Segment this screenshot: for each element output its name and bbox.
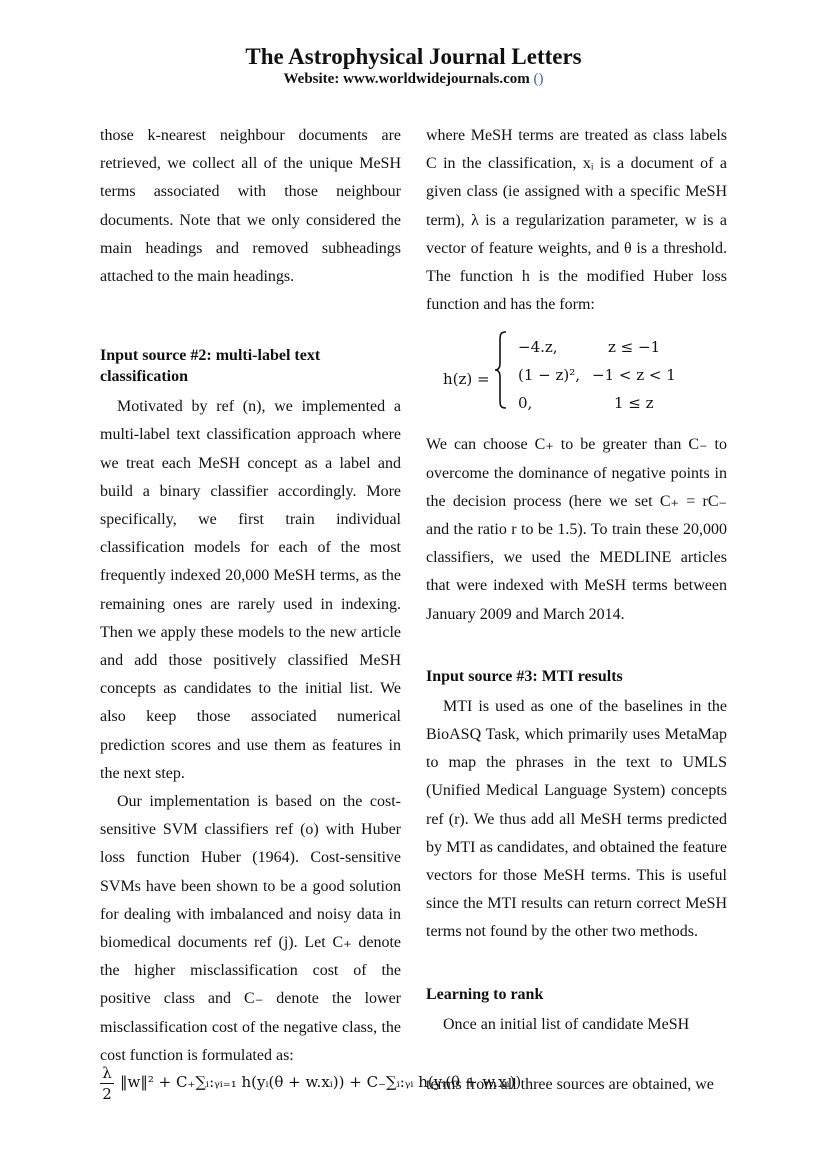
website-label: Website: www.worldwidejournals.com xyxy=(283,71,530,87)
lambda-fraction xyxy=(100,1064,114,1103)
fraction-denominator: 2 xyxy=(102,1085,112,1103)
left-paragraph-1: those k-nearest neighbour documents are retrieved, we collect all of the unique MeSH terms associated with those neighbour documents. Note that we only considered the main headings and removed subheadings attached to the main headings. xyxy=(100,127,401,286)
left-paragraph-2: Motivated by ref (n), we implemented a multi-label text classification approach where we treat each MeSH concept as a label and build a binary classifier accordingly. More specifically, we first train individual classification models for each of the most frequently indexed 20,000 MeSH terms, as the remaining ones are rarely used in indexing. Then we apply these models to the new article and add those positively classified MeSH concepts as candidates to the initial list. We also keep those associated numerical prediction scores and use them as features in the next step. xyxy=(100,398,401,782)
equation-lhs: h(z) = xyxy=(443,370,490,389)
website-link[interactable]: () xyxy=(533,71,544,87)
left-paragraph-3: Our implementation is based on the cost-sensitive SVM classifiers ref (o) with Huber loss function Huber (1964). Cost-sensitive SVMs have been shown to be a good solution for dealing with imbalanced and noisy data in biomedical documents ref (j). Let C₊ denote the higher misclassification cost of the positive class and C₋ denote the lower misclassification cost of the negative class, the cost function is formulated as: xyxy=(100,793,401,1064)
fraction-numerator: λ xyxy=(102,1064,112,1082)
page-header xyxy=(0,44,827,88)
left-brace xyxy=(494,331,508,409)
case-1-condition: z ≤ −1 xyxy=(608,338,661,357)
right-column xyxy=(426,122,727,1039)
case-2-expression: (1 − z)², xyxy=(518,366,581,385)
journal-website xyxy=(0,70,827,88)
right-paragraph-3: MTI is used as one of the baselines in the BioASQ Task, which primarily uses MetaMap to map the phrases in the text to UMLS (Unified Medical Language System) concepts ref (r). We thus add all MeSH terms predicted by MTI as candidates, and obtained the feature vectors for those MeSH terms. This is useful since the MTI results can return correct MeSH terms not found by the other two methods. xyxy=(426,697,727,941)
right-paragraph-2: We can choose C₊ to be greater than C₋ to overcome the dominance of negative points in the decision process (here we set C₊ = rC₋ and the ratio r to be 1.5). To train these 20,000 classifiers, we used the MEDLINE articles that were indexed with MeSH terms between January 2009 and March 2014. xyxy=(426,436,727,623)
case-2-condition: −1 < z < 1 xyxy=(592,366,676,385)
section-heading-learning-to-rank: Learning to rank xyxy=(426,985,544,1003)
overlapping-line: terms from all three sources are obtained, we xyxy=(426,1076,714,1093)
case-3-condition: 1 ≤ z xyxy=(614,394,654,413)
left-column xyxy=(100,122,401,1070)
formula-body: ‖w‖² + C₊∑ᵢ:ᵧᵢ₌₁ h(yᵢ(θ + w.xᵢ)) + C₋∑ᵢ:ᵧᵢ h(yᵢ(θ + w.xᵢ)) xyxy=(120,1073,522,1091)
section-heading-input-source-2: Input source #2: multi-label text classification xyxy=(100,347,321,386)
section-heading-input-source-3: Input source #3: MTI results xyxy=(426,667,623,685)
right-paragraph-1: where MeSH terms are treated as class labels C in the classification, xᵢ is a document of a given class (ie assigned with a specific MeSH term), λ is a regularization parameter, w is a vector of feature weights, and θ is a threshold. The function h is the modified Huber loss function and has the form: xyxy=(426,127,727,314)
huber-loss-equation xyxy=(426,327,727,427)
case-3-expression: 0, xyxy=(518,394,533,413)
journal-title: The Astrophysical Journal Letters xyxy=(245,44,582,69)
case-1-expression: −4.z, xyxy=(518,338,558,357)
right-paragraph-4: Once an initial list of candidate MeSH xyxy=(443,1015,690,1033)
